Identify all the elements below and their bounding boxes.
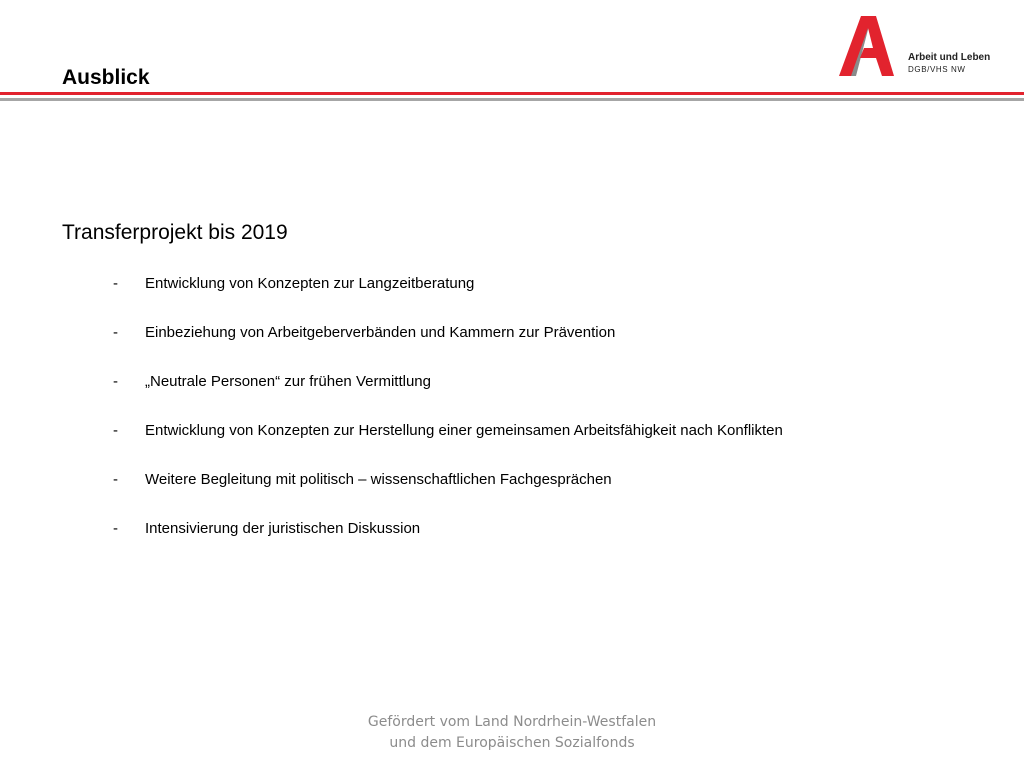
logo-name: Arbeit und Leben (908, 52, 991, 63)
header-rule-gray (0, 98, 1024, 101)
arbeit-und-leben-logo (836, 12, 1006, 80)
bullet-item (113, 519, 993, 568)
header-rule-red (0, 92, 1024, 95)
bullet-item (113, 421, 993, 470)
bullet-item (113, 274, 993, 323)
bullet-marker: - (113, 471, 118, 488)
logo-subtitle: DGB/VHS NW (908, 65, 966, 74)
letter-a-logo-icon (836, 12, 904, 80)
bullet-item (113, 323, 993, 372)
bullet-item (113, 372, 993, 421)
bullet-text: Entwicklung von Konzepten zur Langzeitberatung (145, 275, 475, 292)
bullet-marker: - (113, 324, 118, 341)
bullet-text: „Neutrale Personen“ zur frühen Vermittlung (145, 373, 431, 390)
footer-line: Gefördert vom Land Nordrhein-Westfalen (367, 714, 657, 730)
bullet-text: Einbeziehung von Arbeitgeberverbänden und Kammern zur Prävention (145, 324, 616, 341)
slide-title: Ausblick (62, 66, 150, 89)
bullet-marker: - (113, 275, 118, 292)
section-heading: Transferprojekt bis 2019 (62, 221, 288, 244)
bullet-marker: - (113, 520, 118, 537)
bullet-marker: - (113, 422, 118, 439)
bullet-list (113, 274, 993, 568)
bullet-text: Entwicklung von Konzepten zur Herstellung einer gemeinsamen Arbeitsfähigkeit nach Konflikten (145, 422, 783, 439)
bullet-text: Weitere Begleitung mit politisch – wissenschaftlichen Fachgesprächen (145, 471, 612, 488)
bullet-item (113, 470, 993, 519)
footer-line: und dem Europäischen Sozialfonds (389, 735, 635, 751)
funding-footer (312, 712, 712, 754)
bullet-text: Intensivierung der juristischen Diskussion (145, 520, 421, 537)
bullet-marker: - (113, 373, 118, 390)
